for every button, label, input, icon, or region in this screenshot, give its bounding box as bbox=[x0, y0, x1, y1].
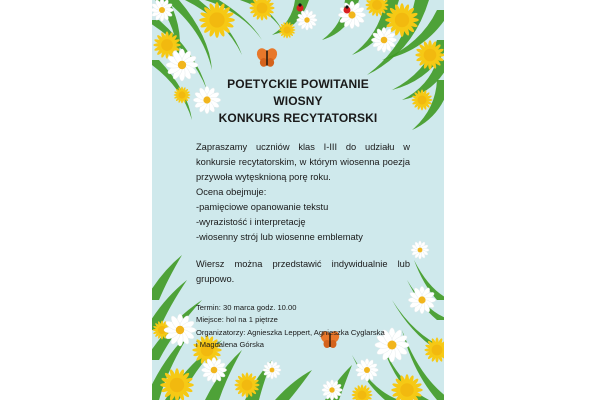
criteria-item: -wiosenny strój lub wiosenne emblematy bbox=[196, 232, 363, 242]
criteria-item: -pamięciowe opanowanie tekstu bbox=[196, 202, 329, 212]
title-line: WIOSNY bbox=[273, 94, 323, 108]
criteria-item: -wyrazistość i interpretację bbox=[196, 217, 306, 227]
title-line: KONKURS RECYTATORSKI bbox=[218, 111, 378, 125]
butterfly-icon bbox=[255, 46, 279, 66]
event-date: Termin: 30 marca godz. 10.00 bbox=[196, 303, 297, 312]
spring-poster bbox=[152, 0, 444, 400]
event-organizers-cont: i Magdalena Górska bbox=[196, 339, 264, 349]
event-organizers: Organizatorzy: Agnieszka Leppert, Agnieszka Cyglarska bbox=[196, 327, 385, 337]
event-details bbox=[196, 302, 416, 351]
event-place: Miejsce: hol na 1 piętrze bbox=[196, 315, 278, 325]
intro-paragraph: Zapraszamy uczniów klas I-III do udziału w konkursie recytatorskim, w którym wiosenna poezja przywoła wytęsknioną porę roku. bbox=[196, 142, 410, 182]
note-paragraph: Wiersz można przedstawić indywidualnie lub grupowo. bbox=[196, 259, 410, 284]
title-line: POETYCKIE POWITANIE bbox=[227, 77, 369, 91]
criteria-heading: Ocena obejmuje: bbox=[196, 187, 267, 197]
poster-title bbox=[192, 76, 404, 127]
poster-body bbox=[196, 140, 410, 287]
